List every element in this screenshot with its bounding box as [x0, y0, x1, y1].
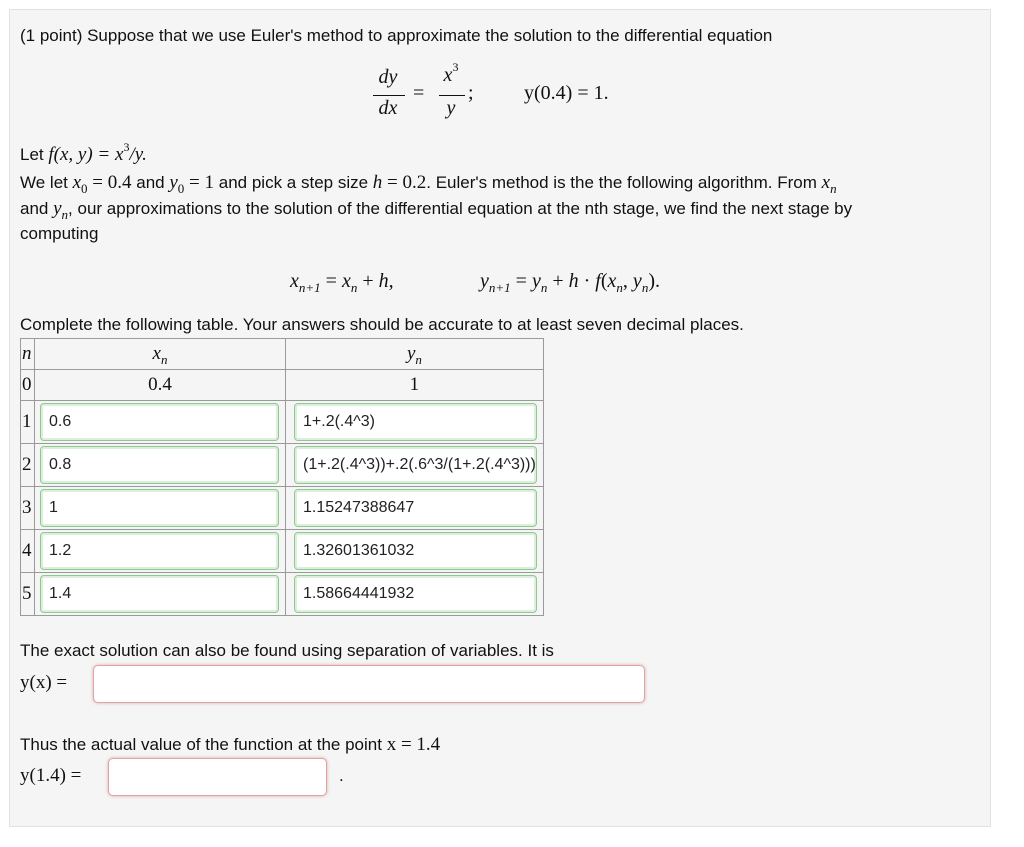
- ode-lhs-fraction-bar: [373, 95, 405, 96]
- y2-input[interactable]: (1+.2(.4^3))+.2(.6^3/(1+.2(.4^3))): [294, 446, 537, 484]
- x2-input[interactable]: 0.8: [40, 446, 279, 484]
- euler-x-recurrence: $x_{n+1} = x_n + h$,: [290, 270, 394, 295]
- ode-rhs-numerator: $x^3$: [443, 60, 459, 86]
- let-f-line: Let f(x, $y) = x^3/y$.: [20, 140, 147, 165]
- table-row: [21, 401, 544, 444]
- table-row: [21, 530, 544, 573]
- y1-input[interactable]: 1+.2(.4^3): [294, 403, 537, 441]
- x5-input[interactable]: 1.4: [40, 575, 279, 613]
- algorithm-paragraph-line2: and $y_n$, our approximations to the solution of the differential equation at the nth stage, we find the next stage by: [20, 198, 853, 222]
- initial-condition: y(0.4) = 1.: [524, 82, 609, 104]
- x1-input[interactable]: 0.6: [40, 403, 279, 441]
- ode-equals: =: [413, 82, 425, 104]
- header-xn: $x_n$: [35, 339, 286, 370]
- row-n: 5: [21, 573, 35, 616]
- x4-input[interactable]: 1.2: [40, 532, 279, 570]
- y3-input[interactable]: 1.15247388647: [294, 489, 537, 527]
- row-n: 4: [21, 530, 35, 573]
- row-y-value: 1: [286, 370, 544, 401]
- table-row: [21, 487, 544, 530]
- exact-solution-label: y(x) =: [20, 672, 68, 693]
- actual-value-input[interactable]: [108, 758, 327, 796]
- exact-solution-text: The exact solution can also be found using separation of variables. It is: [20, 641, 554, 660]
- f-definition: f(x, $y) = x^3/y$.: [48, 140, 147, 165]
- actual-value-line: Thus the actual value of the function at the point x = 1.4: [20, 734, 441, 755]
- actual-value-label: y(1.4) =: [20, 765, 82, 786]
- ode-rhs-fraction-bar: [439, 95, 465, 96]
- ode-lhs-numerator: dy: [378, 66, 398, 88]
- y5-input[interactable]: 1.58664441932: [294, 575, 537, 613]
- table-instruction: Complete the following table. Your answers should be accurate to at least seven decimal places.: [20, 315, 744, 334]
- row-n: 1: [21, 401, 35, 444]
- ode-rhs-denominator: y: [446, 97, 456, 119]
- table-row: [21, 444, 544, 487]
- ode-lhs-denominator: dx: [378, 97, 398, 119]
- header-n: n: [21, 339, 35, 370]
- algorithm-paragraph-line1: We let $x_0 = 0.4$ and $y_0 = 1$ and pick a step size h = 0.2. Euler's method is the the following algorithm. From $x_n$: [20, 172, 837, 196]
- table-row: [21, 370, 544, 401]
- row-x-value: 0.4: [35, 370, 286, 401]
- table-row: [21, 573, 544, 616]
- table-header-row: [21, 339, 544, 370]
- actual-value-period: .: [339, 766, 344, 785]
- algorithm-paragraph-line3: computing: [20, 224, 99, 243]
- x3-input[interactable]: 1: [40, 489, 279, 527]
- header-yn: $y_n$: [286, 339, 544, 370]
- y4-input[interactable]: 1.32601361032: [294, 532, 537, 570]
- ode-semicolon: ;: [468, 82, 474, 104]
- euler-y-recurrence: $y_{n+1} = y_n + h \cdot f(x_n$, $y_n$).: [480, 270, 660, 295]
- exact-solution-input[interactable]: [93, 665, 645, 703]
- euler-table: [20, 338, 544, 616]
- row-n: 3: [21, 487, 35, 530]
- row-n: 0: [21, 370, 35, 401]
- intro-text: (1 point) Suppose that we use Euler's method to approximate the solution to the differential equation: [20, 26, 773, 45]
- row-n: 2: [21, 444, 35, 487]
